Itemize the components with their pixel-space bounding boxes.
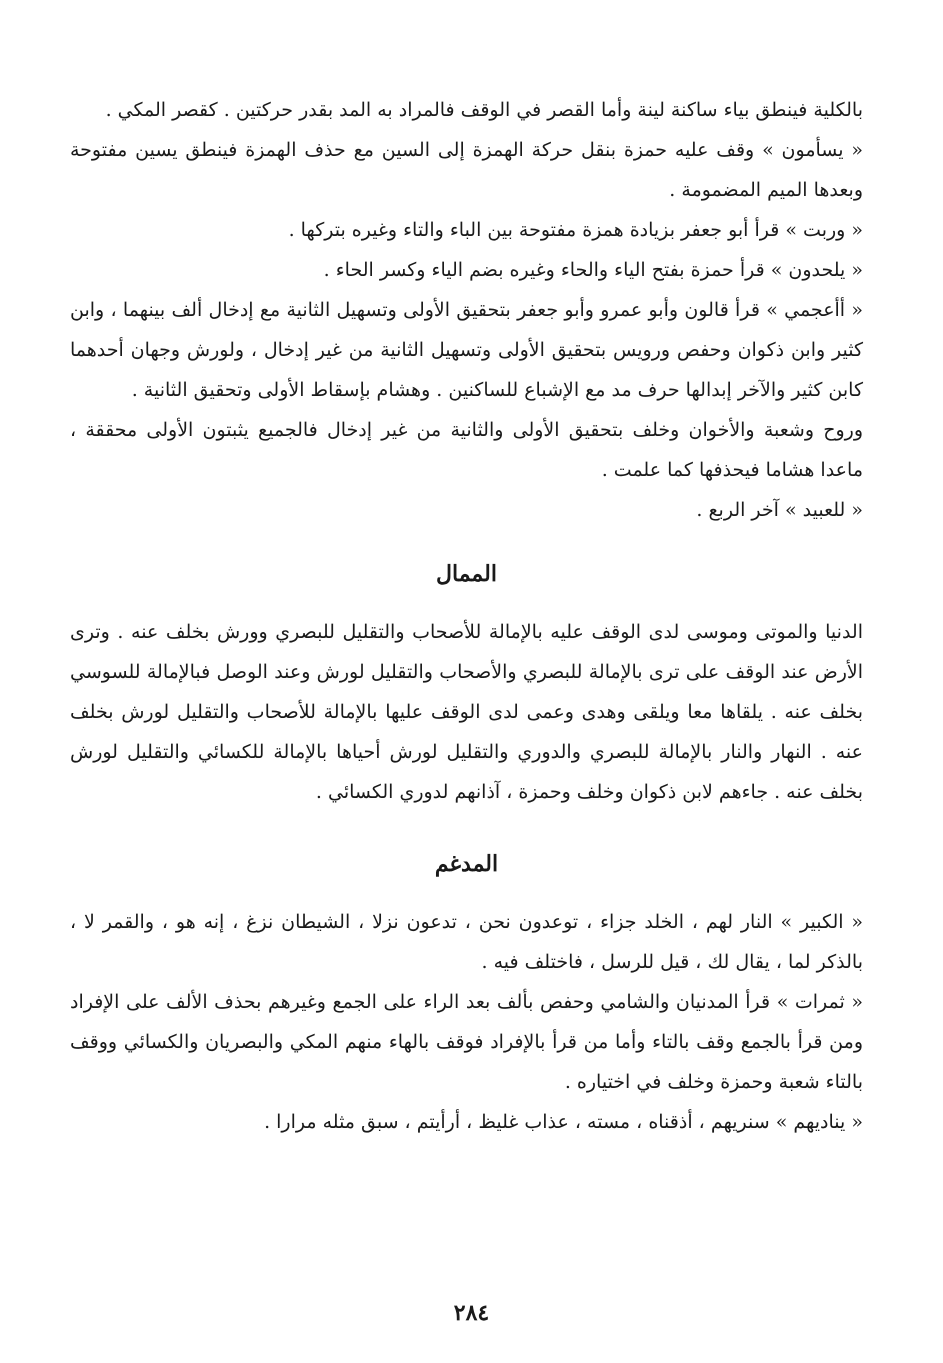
- page-number: ٢٨٤: [453, 1300, 490, 1326]
- paragraph: « للعبيد » آخر الربع .: [696, 499, 863, 521]
- paragraph: « ثمرات » قرأ المدنيان والشامي وحفص بألف بعد الراء على الجمع وغيرهم بحذف الألف على الإفراد ومن قرأ بالجمع وقف بالتاء وأما من قرأ بالإفراد فوقف بالهاء منهم المكي والبصريان والكسائي ووقف بالتاء شعبة وحمزة وخلف في اختياره .: [70, 991, 863, 1093]
- paragraph: « وربت » قرأ أبو جعفر بزيادة همزة مفتوحة بين الباء والتاء وغيره بتركها .: [288, 219, 863, 241]
- paragraph: « يناديهم » سنريهم ، أذقناه ، مسته ، عذاب غليظ ، أرأيتم ، سبق مثله مرارا .: [264, 1111, 863, 1133]
- paragraph: « يلحدون » قرأ حمزة بفتح الياء والحاء وغيره بضم الياء وكسر الحاء .: [323, 259, 863, 281]
- paragraph: « أأعجمي » قرأ قالون وأبو عمرو وأبو جعفر بتحقيق الأولى وتسهيل الثانية مع إدخال ألف بينهما ، وابن كثير وابن ذكوان وحفص ورويس بتحقيق الأولى وتسهيل الثانية من غير إدخال ، ولورش وجهان أحدهما كابن كثير والآخر إبدالها حرف مد مع الإشباع للساكنين . وهشام بإسقاط الأولى وتحقيق الثانية .: [70, 299, 863, 401]
- paragraph: وروح وشعبة والأخوان وخلف بتحقيق الأولى والثانية من غير إدخال فالجميع يثبتون الأولى محققة ، ماعدا هشاما فيحذفها كما علمت .: [70, 419, 863, 481]
- page-body: [70, 90, 863, 1142]
- paragraph: بالكلية فينطق بياء ساكنة لينة وأما القصر في الوقف فالمراد به المد بقدر حركتين . كقصر المكي .: [105, 99, 863, 121]
- section-heading-mamal: الممال: [436, 561, 497, 587]
- paragraph: « يسأمون » وقف عليه حمزة بنقل حركة الهمزة إلى السين مع حذف الهمزة فينطق يسين مفتوحة وبعدها الميم المضمومة .: [70, 139, 863, 201]
- paragraph: « الكبير » النار لهم ، الخلد جزاء ، توعدون نحن ، تدعون نزلا ، الشيطان نزغ ، إنه هو ، والقمر لا ، بالذكر لما ، يقال لك ، قيل للرسل ، فاختلف فيه .: [70, 911, 863, 973]
- paragraph: الدنيا والموتى وموسى لدى الوقف عليه بالإمالة للأصحاب والتقليل للبصري وورش بخلف عنه . وترى الأرض عند الوقف على ترى بالإمالة للبصري والأصحاب والتقليل لورش وعند الوصل فبالإمالة للسوسي بخلف عنه . يلقاها معا ويلقى وهدى وعمى لدى الوقف عليها بالإمالة للأصحاب والتقليل لورش بخلف عنه . النهار والنار بالإمالة للبصري والدوري والتقليل لورش أحياها بالإمالة للكسائي والتقليل لورش بخلف عنه . جاءهم لابن ذكوان وخلف وحمزة ، آذانهم لدوري الكسائي .: [70, 621, 863, 803]
- section-heading-mudgham: المدغم: [434, 851, 499, 877]
